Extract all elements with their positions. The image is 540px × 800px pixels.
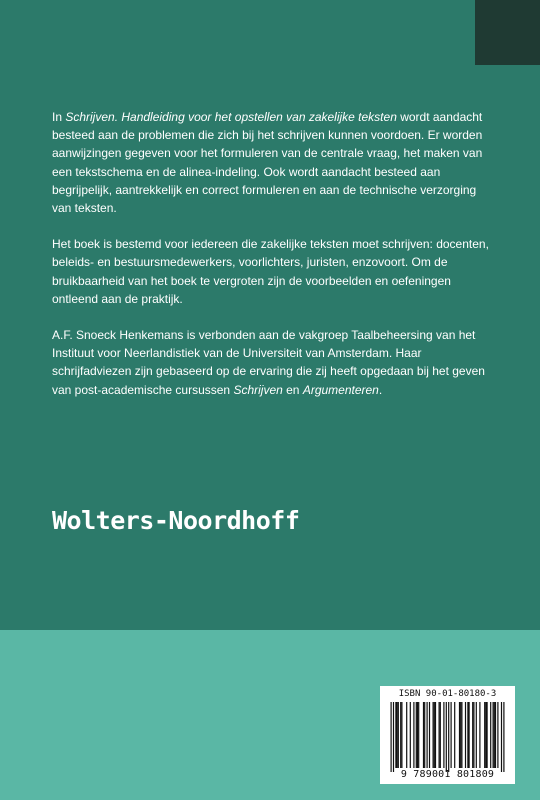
barcode-bar xyxy=(454,702,455,768)
barcode-bar xyxy=(448,702,449,772)
barcode-bar xyxy=(395,702,396,768)
barcode-bar xyxy=(418,702,419,768)
barcode-bar xyxy=(461,702,462,768)
barcode-bar xyxy=(434,702,435,768)
barcode-bar xyxy=(493,702,494,768)
barcode-bar xyxy=(427,702,428,768)
barcode-bar xyxy=(503,702,504,772)
barcode-bar xyxy=(451,702,452,768)
barcode-bar xyxy=(501,702,502,772)
barcode-bar xyxy=(401,702,402,768)
isbn-text: ISBN 90-01-80180-3 xyxy=(398,689,497,699)
barcode-bar xyxy=(497,702,498,768)
barcode-bar xyxy=(490,702,491,768)
barcode-bar xyxy=(413,702,414,768)
barcode-bar xyxy=(484,702,485,768)
barcode-bar xyxy=(393,702,394,772)
barcode-bar xyxy=(423,702,424,768)
publisher-logo: Wolters-Noordhoff xyxy=(52,506,300,535)
barcode-bar xyxy=(398,702,399,768)
barcode-bar xyxy=(443,702,444,768)
text-run: . xyxy=(378,382,383,397)
barcode-bar xyxy=(416,702,417,768)
barcode-bar xyxy=(424,702,425,768)
italic-title: Schrijven. Handleiding voor het opstellen van zakelijke teksten xyxy=(65,110,397,124)
barcode-bar xyxy=(410,702,411,768)
blurb-paragraph-2 xyxy=(52,235,490,308)
barcode-bar xyxy=(433,702,434,768)
barcode-bar xyxy=(476,702,477,768)
barcode-bar xyxy=(435,702,436,768)
barcode-bar xyxy=(440,702,441,768)
barcode-bar xyxy=(487,702,488,768)
text-run: A.F. Snoeck Henkemans is verbonden aan de vakgroep Taalbeheersing van het Instituut voor Neerlandistiek van de Universiteit van Amsterdam. Haar schrijfadviezen zijn gebaseerd op de ervaring die zij heeft opgedaan bij het geven van post-academische cursussen xyxy=(52,328,485,397)
barcode-label xyxy=(380,686,515,784)
barcode-bar xyxy=(439,702,440,768)
blurb-paragraph-1 xyxy=(52,108,490,217)
text-run: Het boek is bestemd voor iedereen die zakelijke teksten moet schrijven: docenten, beleids- en bestuursmedewerkers, voorlichters, juristen, enzovoort. Om de bruikbaarheid van het boek te vergroten zijn de voorbeelden en oefeningen ontleend aan de praktijk. xyxy=(52,237,489,306)
barcode-bar xyxy=(485,702,486,768)
barcode-bar xyxy=(417,702,418,768)
barcode-digits: 9 789001 801809 xyxy=(400,769,495,780)
text-run: wordt aandacht besteed aan de problemen die zich bij het schrijven kunnen voordoen. Er worden aanwijzingen gegeven voor het formuleren van de centrale vraag, het maken van een tekstschema en de alinea-indeling. Ook wordt aandacht besteed aan begrijpelijk, aantrekkelijk en correct formuleren en aan de technische verzorging van teksten. xyxy=(52,110,483,216)
barcode-bar xyxy=(446,702,447,772)
barcode-bar xyxy=(459,702,460,768)
text-run: In xyxy=(52,110,66,124)
barcode-bar xyxy=(495,702,496,768)
barcode-bar xyxy=(479,702,480,768)
barcode-bar xyxy=(391,702,392,772)
barcode-bar xyxy=(397,702,398,768)
blurb-text xyxy=(52,108,490,399)
barcode-bar xyxy=(469,702,470,768)
barcode-bar xyxy=(406,702,407,768)
barcode-bar xyxy=(465,702,466,768)
barcode-bar xyxy=(400,702,401,768)
corner-block xyxy=(475,0,540,65)
italic-title: Schrijven xyxy=(233,382,283,397)
blurb-paragraph-3 xyxy=(52,326,490,399)
barcode-bar xyxy=(429,702,430,768)
barcode-bar xyxy=(473,702,474,768)
barcode-bar xyxy=(467,702,468,768)
text-run: en xyxy=(282,382,303,397)
barcode-bar xyxy=(472,702,473,768)
italic-title: Argumenteren xyxy=(302,382,379,397)
barcode-bar xyxy=(494,702,495,768)
barcode-bar xyxy=(460,702,461,768)
